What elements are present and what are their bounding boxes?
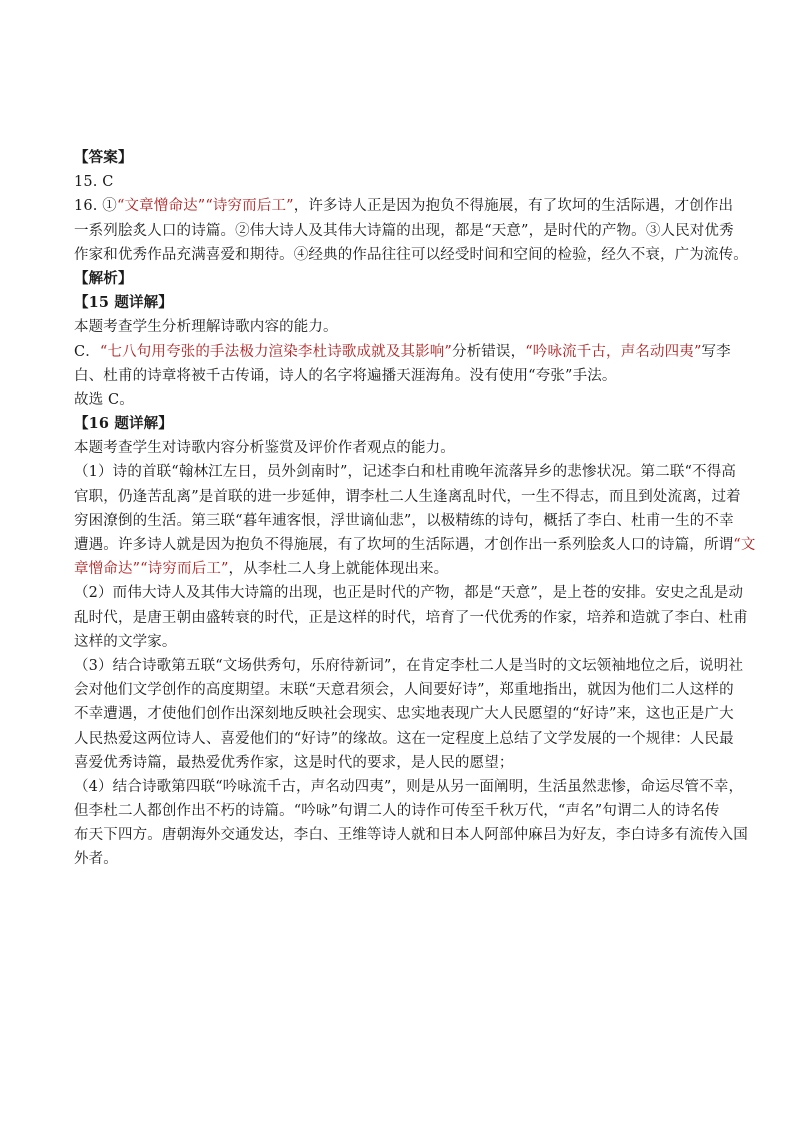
- d15-c-quote-red-2: “吟咏流千古，声名动四夷”: [525, 343, 702, 360]
- d15-c-end: 写李: [701, 343, 731, 360]
- d16-p1-red-a: “文: [733, 537, 756, 553]
- d15-option-c-line-1: [74, 340, 731, 364]
- d16-p3-line-2: 会对他们文学创作的高度期望。末联“天意君须会，人间要好诗”，郑重地指出，就因为他们二人这样的: [74, 682, 734, 699]
- d15-conclusion: 故选 C。: [74, 391, 134, 408]
- q16-answer-line-3: 作家和优秀作品充满喜爱和期待。④经典的作品往往可以经受时间和空间的检验，经久不衰，广为流传。: [74, 246, 748, 263]
- q16-quote-red: “文章憎命达”“诗穷而后工”: [116, 198, 294, 215]
- d16-p2-line-2: 乱时代，是唐王朝由盛转衰的时代，正是这样的时代，培育了一代优秀的作家，培养和造就了李白、杜甫: [74, 609, 748, 626]
- d16-p1-line-4-text: 遭遇。许多诗人就是因为抱负不得施展，有了坎坷的生活际遇，才创作出一系列脍炙人口的诗篇，所谓: [74, 537, 734, 553]
- q15-answer: 15. C: [74, 174, 114, 191]
- q16-circle-1: ①: [102, 198, 117, 215]
- d16-p2-line-1: （2）而伟大诗人及其伟大诗篇的出现，也正是时代的产物，都是“天意”，是上苍的安排。安史之乱是动: [74, 585, 744, 602]
- q16-answer-line-2: 一系列脍炙人口的诗篇。②伟大诗人及其伟大诗篇的出现，都是“天意”，是时代的产物。③人民对优秀: [74, 222, 734, 239]
- answer-content: [74, 146, 756, 872]
- d16-p1-line-5: [74, 557, 724, 581]
- d16-p4-line-1: （4）结合诗歌第四联“吟咏流千古，声名动四夷”，则是从另一面阐明，生活虽然悲惨，命运尽管不幸，: [74, 778, 744, 795]
- d16-header: 【16 题详解】: [74, 415, 173, 433]
- d16-p1-line-3: 穷困潦倒的生活。第三联“暮年逋客恨，浮世谪仙悲”，以极精练的诗句，概括了李白、杜甫一生的不幸: [74, 512, 734, 529]
- d16-p3-line-5: 喜爱优秀诗篇，最热爱优秀作家，这是时代的要求，是人民的愿望；: [74, 754, 514, 771]
- d16-p3-line-1: （3）结合诗歌第五联“文场供秀句，乐府待新词”，在肯定李杜二人是当时的文坛领袖地位之后，说明社: [74, 657, 744, 674]
- d15-header: 【15 题详解】: [74, 294, 173, 312]
- d15-c-label: C．: [74, 343, 100, 360]
- d16-intro: 本题考查学生对诗歌内容分析鉴赏及评价作者观点的能力。: [74, 440, 455, 457]
- q16-answer-line-1: [74, 194, 734, 218]
- d16-p3-line-4: 人民热爱这两位诗人、喜爱他们的“好诗”的缘故。这在一定程度上总结了文学发展的一个规律：人民最: [74, 730, 734, 747]
- analysis-header: 【解析】: [74, 269, 133, 287]
- d16-p4-line-2: 但李杜二人都创作出不朽的诗篇。“吟咏”句谓二人的诗作可传至千秋万代，“声名”句谓二人的诗名传: [74, 803, 720, 820]
- d16-p4-line-4: 外者。: [74, 851, 118, 868]
- d16-p1-line-2: 官职，仍逢苦乱离”是首联的进一步延伸，谓李杜二人生逢离乱时代，一生不得志，而且到处流离，过着: [74, 488, 741, 505]
- d16-p4-line-3: 布天下四方。唐朝海外交通发达，李白、王维等诗人就和日本人阿部仲麻吕为好友，李白诗多有流传入国: [74, 827, 748, 844]
- d15-option-c-line-2: 白、杜甫的诗章将被千古传诵，诗人的名字将遍播天涯海角。没有使用“夸张”手法。: [74, 367, 617, 384]
- d15-c-mid: 分析错误，: [451, 343, 526, 360]
- d16-p1-red-b: 章憎命达”“诗穷而后工”: [74, 561, 229, 578]
- d16-p1-line-1: （1）诗的首联“翰林江左日，员外剑南时”，记述李白和杜甫晚年流落异乡的悲惨状况。第二联“不得高: [74, 464, 737, 481]
- q16-line1-rest: ，许多诗人正是因为抱负不得施展，有了坎坷的生活际遇，才创作出: [293, 198, 734, 215]
- d15-c-quote-red: “七八句用夸张的手法极力渲染李杜诗歌成就及其影响”: [99, 343, 452, 360]
- d16-p1-line-4: [74, 533, 756, 557]
- q16-prefix: 16.: [74, 198, 103, 215]
- d15-intro: 本题考查学生分析理解诗歌内容的能力。: [74, 319, 338, 336]
- d16-p2-line-3: 这样的文学家。: [74, 633, 177, 650]
- d16-p1-tail: ，从李杜二人身上就能体现出来。: [228, 561, 449, 578]
- answer-header: 【答案】: [74, 149, 133, 166]
- d16-p3-line-3: 不幸遭遇，才使他们创作出深刻地反映社会现实、忠实地表现广大人民愿望的“好诗”来，这也正是广大: [74, 706, 734, 723]
